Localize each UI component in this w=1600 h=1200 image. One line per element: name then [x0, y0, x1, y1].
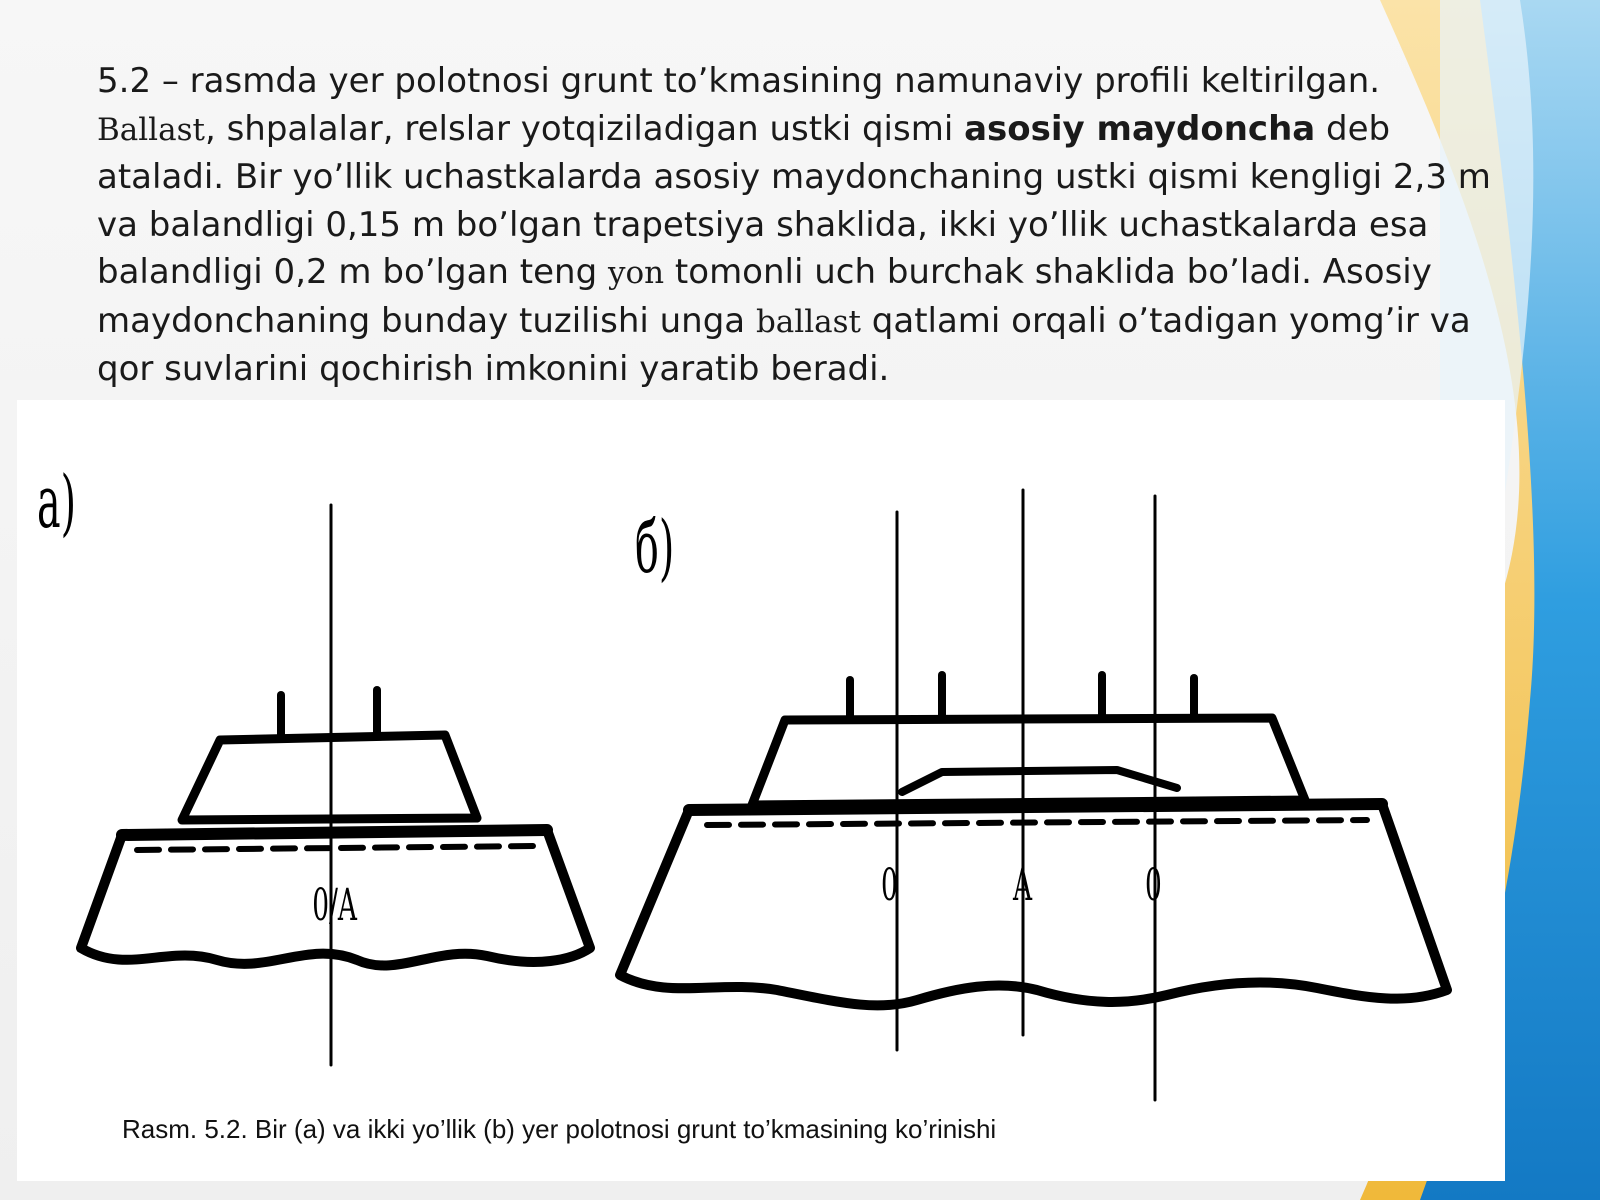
double-track-profile	[620, 490, 1447, 1100]
paragraph-serif-word: Ballast	[97, 111, 205, 148]
slope-mark-b3: 0	[1145, 858, 1162, 911]
figure-label-a: a)	[37, 460, 77, 544]
paragraph-segment: deb ataladi. Bir yo’llik uchastkalarda asosiy maydonchaning ustki qismi kengligi 2,3 m va balandligi 0,15 m bo’lgan trapetsiya shaklida, ikki yo’llik uchastkalarda esa balandligi 0,2 m bo’lgan teng	[97, 108, 1491, 292]
figure-caption: Rasm. 5.2. Bir (a) va ikki yo’llik (b) yer polotnosi grunt to’kmasining ko’rinishi	[122, 1114, 997, 1144]
single-track-profile	[81, 505, 590, 1065]
figure-panel	[17, 400, 1505, 1181]
paragraph-serif-word: yon	[607, 255, 665, 291]
paragraph-segment: , shpalalar, relslar yotqiziladigan ustki qismi	[204, 108, 965, 149]
dashed-top-a	[137, 846, 537, 850]
paragraph-segment: 5.2 – rasmda yer polotnosi grunt to’kmasining namunaviy profili keltirilgan.	[97, 61, 1381, 101]
paragraph-segment: tomonli uch burchak shaklida bo’ladi. Asosiy maydonchaning bunday tuzilishi unga	[97, 252, 1432, 341]
subgrade-top-b	[689, 804, 1382, 810]
ballast-prism-b	[752, 718, 1305, 805]
paragraph-serif-word: ballast	[755, 303, 861, 340]
slope-mark-b: 0	[881, 858, 898, 911]
embankment-body-b	[620, 804, 1447, 1005]
subgrade-top-a	[122, 830, 547, 835]
triangle-top-b	[902, 770, 1177, 792]
figure-label-b: б)	[635, 505, 675, 589]
slope-mark-b2: A	[1013, 858, 1033, 911]
slope-mark-a: 0/A	[312, 878, 357, 931]
dashed-top-b	[707, 820, 1367, 825]
bold-term: asosiy maydoncha	[964, 108, 1316, 149]
paragraph-segment: qatlami orqali o’tadigan yomg’ir va qor suvlarini qochirish imkonini yaratib beradi.	[97, 300, 1471, 389]
embankment-drawing	[17, 400, 1505, 1181]
body-paragraph	[97, 58, 1497, 398]
